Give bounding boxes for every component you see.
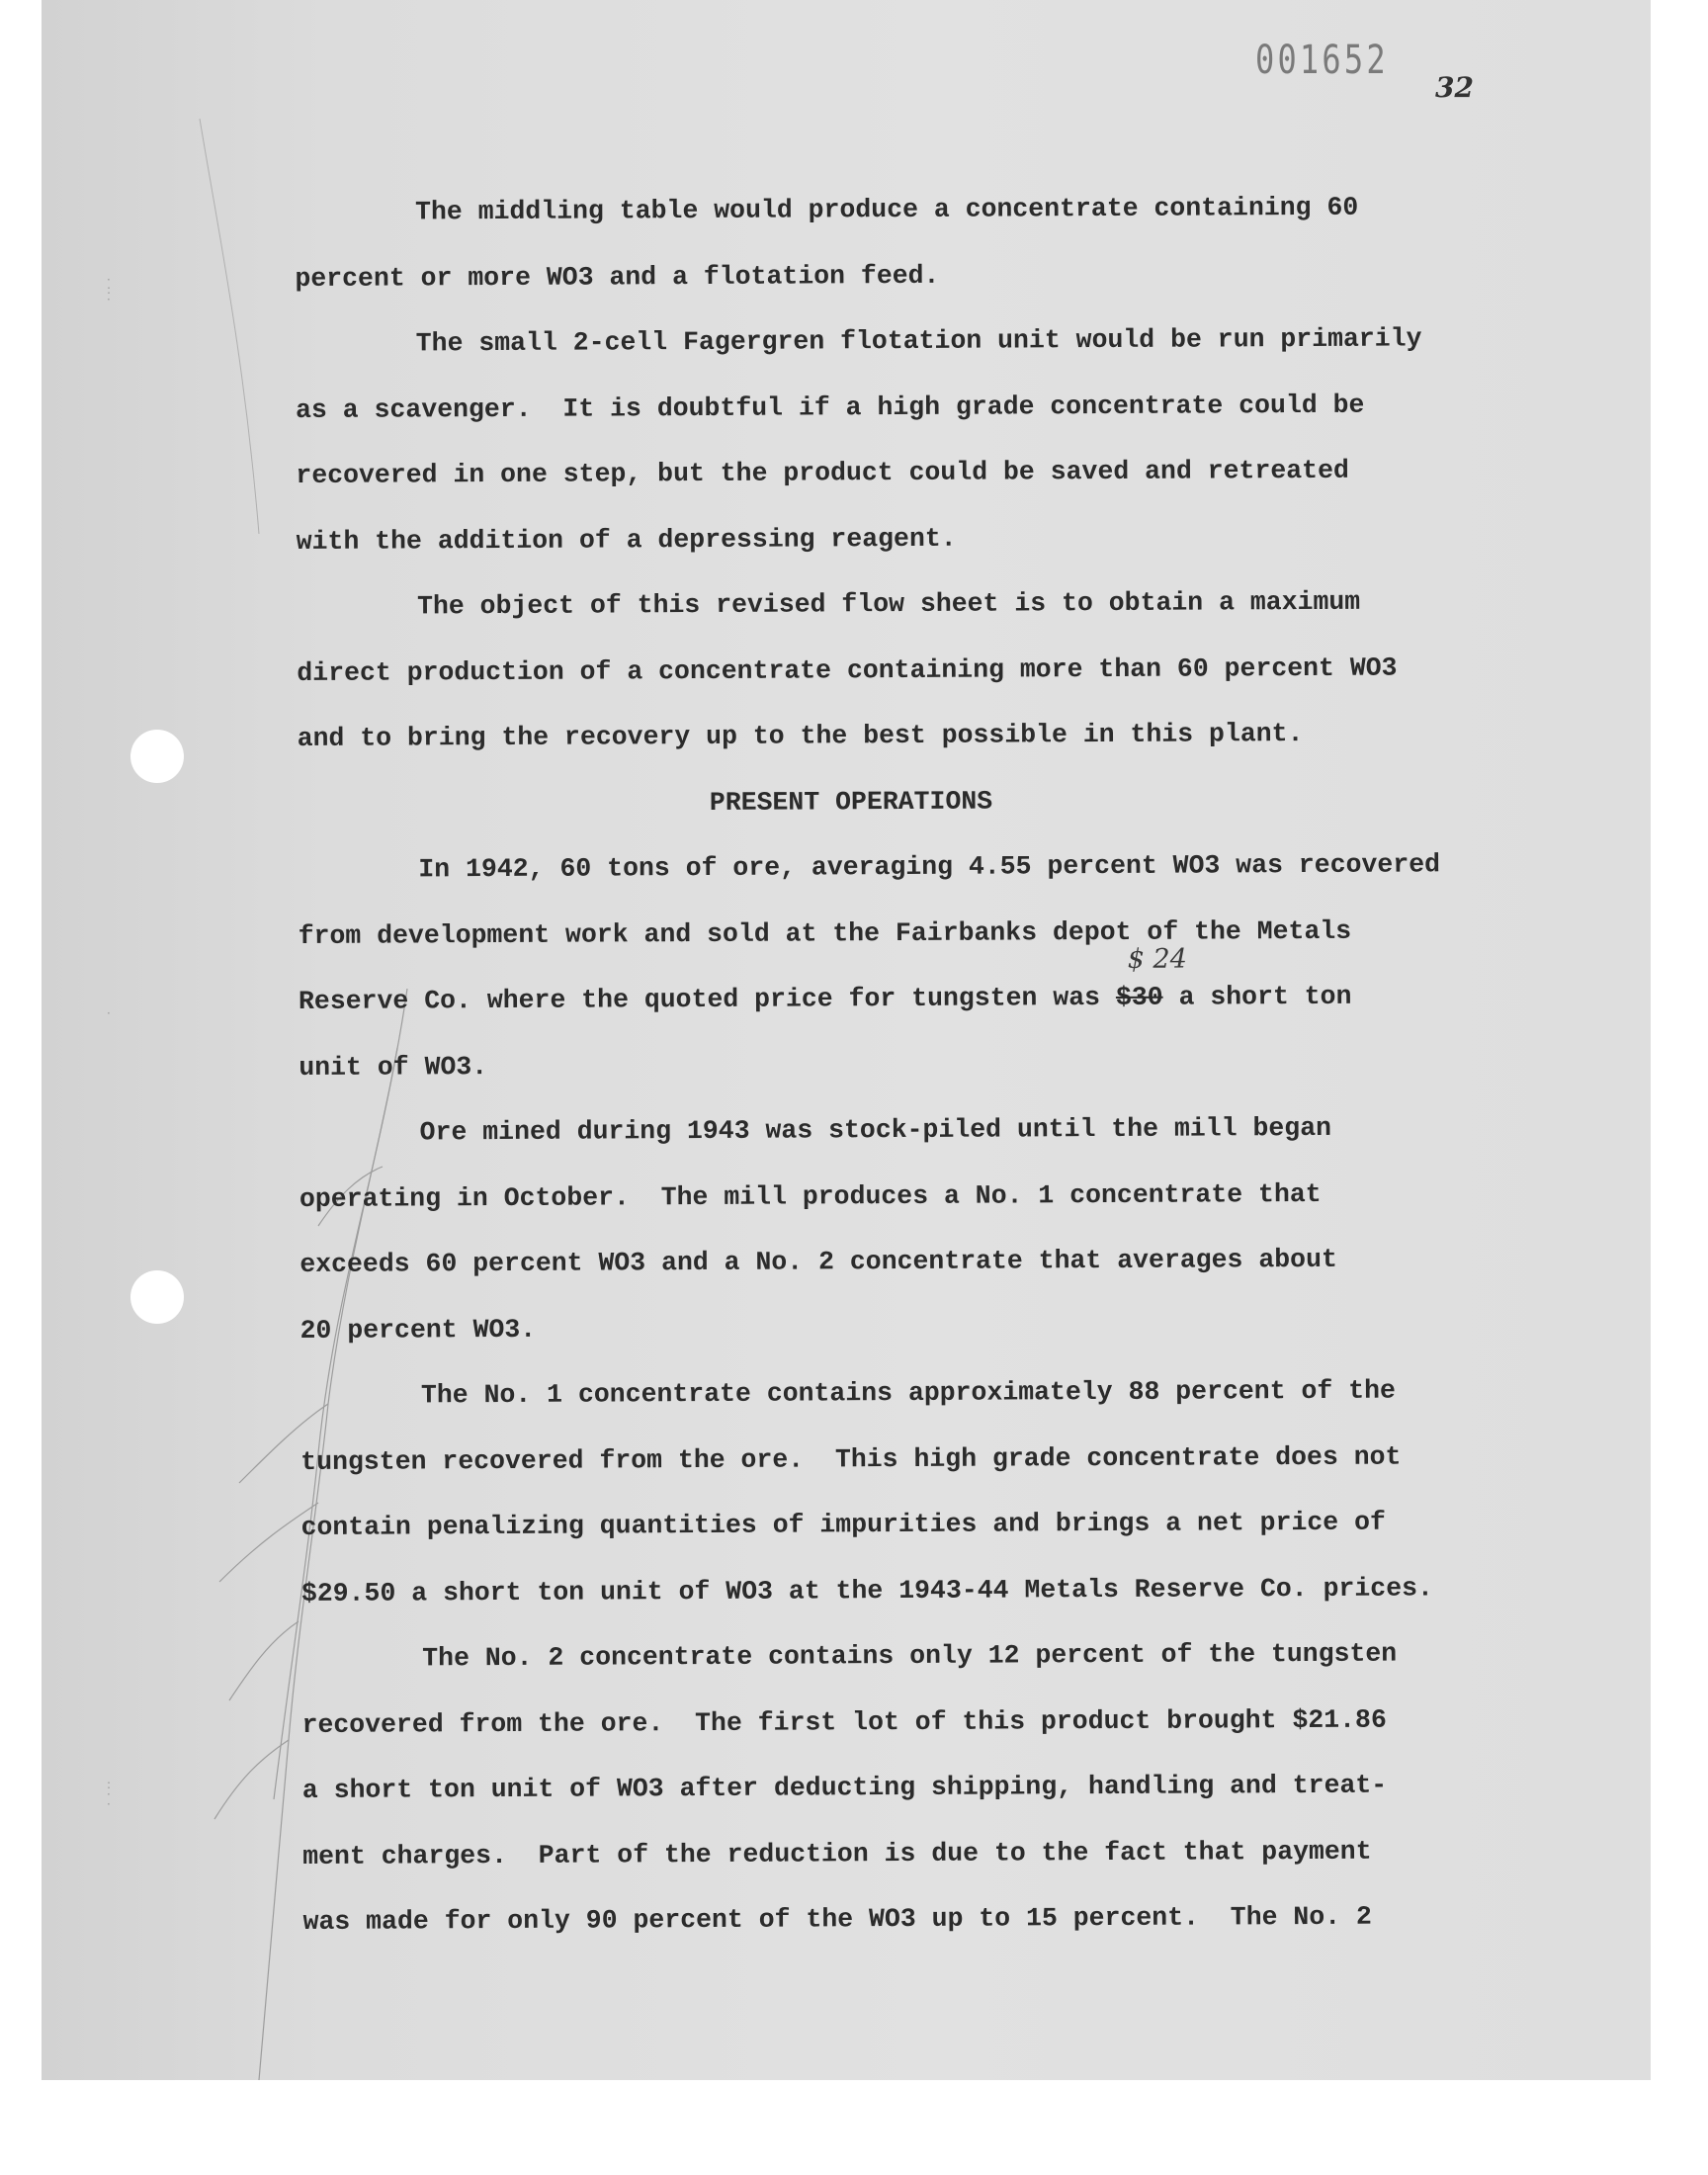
staple-marks-top: · : ·: [107, 273, 112, 306]
margin-pencil-marks-upper: [190, 119, 269, 613]
text-segment: a short ton: [1162, 981, 1352, 1012]
text-line: The object of this revised flow sheet is to obtain a maximum: [416, 586, 1361, 622]
staple-marks-middle: ·: [107, 1006, 111, 1020]
text-line: Ore mined during 1943 was stock-piled until the mill began: [419, 1112, 1332, 1148]
document-number-stamp: 001652: [1255, 38, 1389, 83]
text-segment: Reserve Co. where the quoted price for tungsten was: [298, 982, 1116, 1016]
text-line: The No. 1 concentrate contains approximately 88 percent of the: [420, 1375, 1396, 1411]
text-line: recovered in one step, but the product could be saved and retreated: [296, 455, 1349, 490]
text-line: contain penalizing quantities of impurities and brings a net price of: [300, 1507, 1386, 1542]
text-line: with the addition of a depressing reagent.: [296, 523, 957, 557]
text-line: $29.50 a short ton unit of WO3 at the 1943-44 Metals Reserve Co. prices.: [300, 1572, 1433, 1609]
document-body: [295, 190, 1588, 1971]
text-line: and to bring the recovery up to the best possible in this plant.: [297, 719, 1304, 753]
text-line: direct production of a concentrate containing more than 60 percent WO3: [297, 652, 1398, 688]
text-line: was made for only 90 percent of the WO3 up to 15 percent. The No. 2: [302, 1901, 1372, 1937]
text-line: recovered from the ore. The first lot of this product brought $21.86: [301, 1704, 1387, 1740]
text-line: as a scavenger. It is doubtful if a high grade concentrate could be: [295, 390, 1365, 425]
text-line: ment charges. Part of the reduction is due to the fact that payment: [302, 1836, 1372, 1871]
text-line: In 1942, 60 tons of ore, averaging 4.55 percent WO3 was recovered: [418, 849, 1441, 885]
text-line: unit of WO3.: [299, 1051, 488, 1083]
text-line: tungsten recovered from the ore. This high grade concentrate does not: [300, 1441, 1402, 1477]
price-correction: [1115, 943, 1187, 1014]
binder-hole-top: [130, 730, 184, 783]
page-number: 32: [1435, 71, 1474, 104]
text-line: a short ton unit of WO3 after deducting shipping, handling and treat-: [301, 1770, 1388, 1805]
text-line-with-correction: [298, 943, 1583, 1051]
text-line: operating in October. The mill produces a No. 1 concentrate that: [299, 1178, 1322, 1214]
text-line: The No. 2 concentrate contains only 12 percent of the tungsten: [422, 1638, 1398, 1674]
section-heading: PRESENT OPERATIONS: [709, 786, 993, 818]
text-line: 20 percent WO3.: [299, 1314, 537, 1346]
text-line: exceeds 60 percent WO3 and a No. 2 concentrate that averages about: [299, 1244, 1337, 1279]
handwritten-price: $ 24: [1127, 943, 1187, 975]
text-line: The middling table would produce a concentrate containing 60: [415, 192, 1359, 227]
text-line: percent or more WO3 and a flotation feed.: [295, 260, 940, 294]
text-line: The small 2-cell Fagergren flotation unit would be run primarily: [415, 323, 1422, 359]
text-line: from development work and sold at the Fairbanks depot of the Metals: [298, 915, 1352, 951]
struck-price: $30: [1115, 982, 1163, 1012]
staple-marks-bottom: : · ·: [107, 1778, 112, 1811]
